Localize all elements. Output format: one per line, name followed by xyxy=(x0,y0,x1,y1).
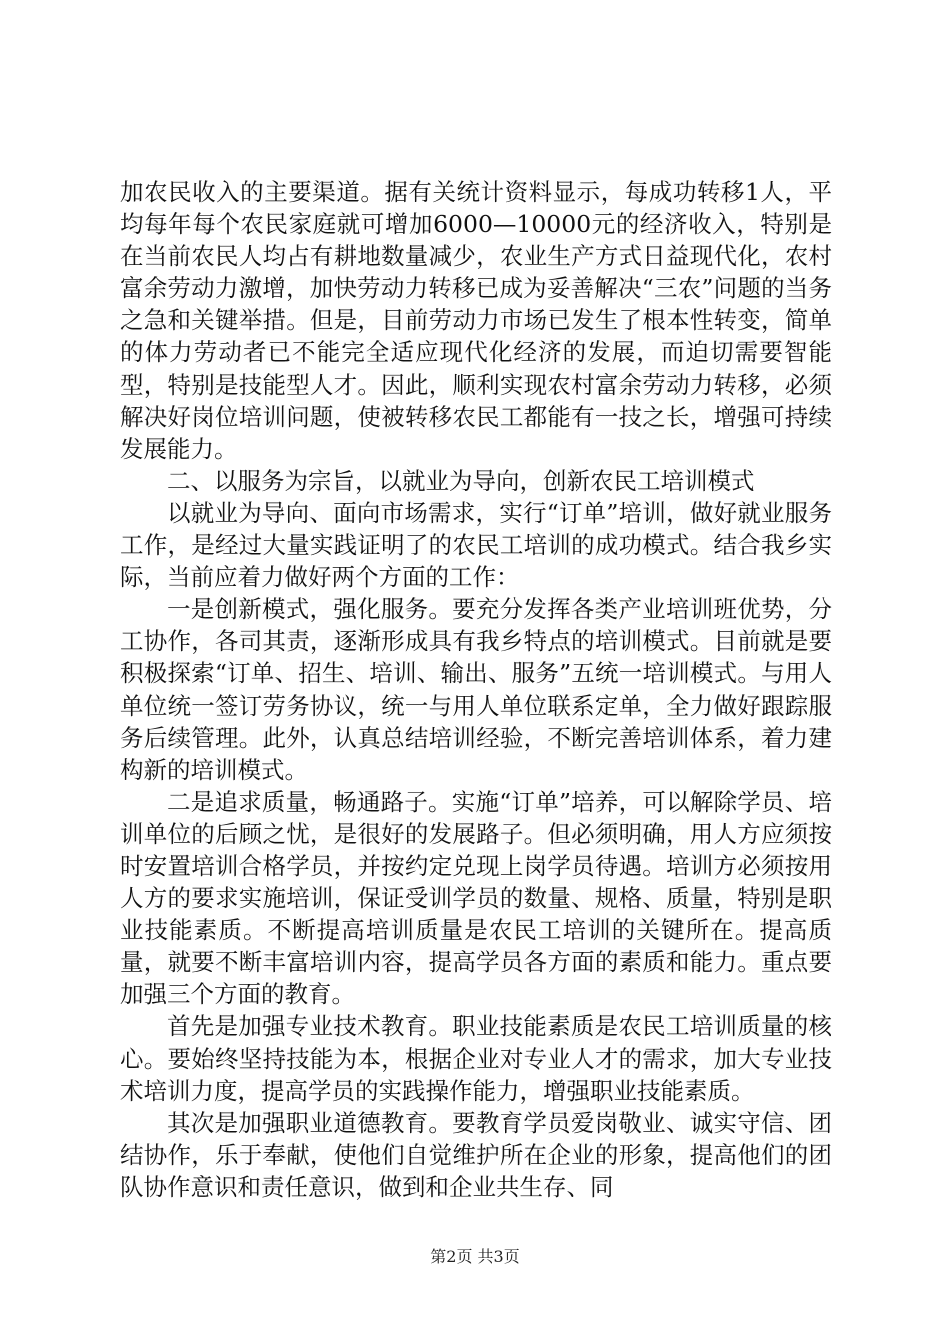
paragraph: 其次是加强职业道德教育。要教育学员爱岗敬业、诚实守信、团结协作，乐于奉献，使他们自觉维护所在企业的形象，提高他们的团队协作意识和责任意识，做到和企业共生存、同 xyxy=(120,1108,832,1201)
paragraph-continuation: 加农民收入的主要渠道。据有关统计资料显示，每成功转移1人，平均每年每个农民家庭就可增加6000—10000元的经济收入，特别是在当前农民人均占有耕地数量减少，农业生产方式日益现代化，农村富余劳动力激增，加快劳动力转移已成为妥善解决“三农”问题的当务之急和关键举措。但是，目前劳动力市场已发生了根本性转变，简单的体力劳动者已不能完全适应现代化经济的发展，而迫切需要智能型，特别是技能型人才。因此，顺利实现农村富余劳动力转移，必须解决好岗位培训问题，使被转移农民工都能有一技之长，增强可持续发展能力。 xyxy=(120,178,832,463)
section-heading: 二、以服务为宗旨，以就业为导向，创新农民工培训模式 xyxy=(167,466,755,495)
page-footer: 第2页 共3页 xyxy=(430,1247,520,1266)
paragraph: 二是追求质量，畅通路子。实施“订单”培养，可以解除学员、培训单位的后顾之忧，是很好的发展路子。但必须明确，用人方应须按时安置培训合格学员，并按约定兑现上岗学员待遇。培训方必须按用人方的要求实施培训，保证受训学员的数量、规格、质量，特别是职业技能素质。不断提高培训质量是农民工培训的关键所在。提高质量，就要不断丰富培训内容，提高学员各方面的素质和能力。重点要加强三个方面的教育。 xyxy=(120,787,832,1009)
document-body xyxy=(120,176,832,1203)
paragraph: 一是创新模式，强化服务。要充分发挥各类产业培训班优势，分工协作，各司其责，逐渐形成具有我乡特点的培训模式。目前就是要积极探索“订单、招生、培训、输出、服务”五统一培训模式。与用人单位统一签订劳务协议，统一与用人单位联系定单，全力做好跟踪服务后续管理。此外，认真总结培训经验，不断完善培训体系，着力建构新的培训模式。 xyxy=(120,595,832,784)
paragraph: 以就业为导向、面向市场需求，实行“订单”培训，做好就业服务工作，是经过大量实践证明了的农民工培训的成功模式。结合我乡实际，当前应着力做好两个方面的工作： xyxy=(120,498,832,592)
paragraph: 首先是加强专业技术教育。职业技能素质是农民工培训质量的核心。要始终坚持技能为本，根据企业对专业人才的需求，加大专业技术培训力度，提高学员的实践操作能力，增强职业技能素质。 xyxy=(120,1012,832,1105)
